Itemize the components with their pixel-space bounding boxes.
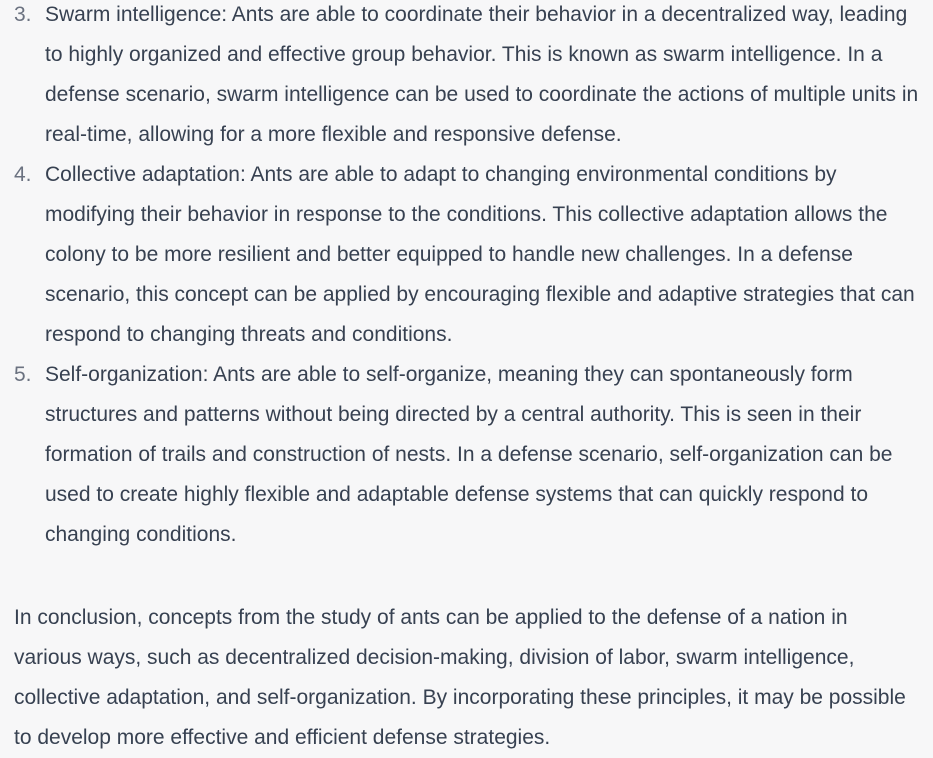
list-item-number: 5.: [14, 363, 32, 386]
numbered-list: [14, 0, 919, 555]
conclusion-paragraph: In conclusion, concepts from the study of ants can be applied to the defense of a nation in various ways, such as decentralized decision-making, division of labor, swarm intelligence, collective adaptation, and self-organization. By incorporating these principles, it may be possible to develop more effective and efficient defense strategies.: [14, 606, 906, 749]
list-item-text: Swarm intelligence: Ants are able to coordinate their behavior in a decentralized way, leading to highly organized and effective group behavior. This is known as swarm intelligence. In a defense scenario, swarm intelligence can be used to coordinate the actions of multiple units in real-time, allowing for a more flexible and responsive defense.: [45, 3, 919, 146]
list-item-text: Self-organization: Ants are able to self-organize, meaning they can spontaneously form structures and patterns without being directed by a central authority. This is seen in their formation of trails and construction of nests. In a defense scenario, self-organization can be used to create highly flexible and adaptable defense systems that can quickly respond to changing conditions.: [45, 363, 893, 546]
list-item: [14, 355, 919, 555]
list-item: [14, 155, 919, 355]
list-item-text: Collective adaptation: Ants are able to adapt to changing environmental conditions by modifying their behavior in response to the conditions. This collective adaptation allows the colony to be more resilient and better equipped to handle new challenges. In a defense scenario, this concept can be applied by encouraging flexible and adaptive strategies that can respond to changing threats and conditions.: [45, 163, 915, 346]
list-item-number: 3.: [14, 3, 32, 26]
list-item: [14, 0, 919, 155]
list-item-number: 4.: [14, 163, 32, 186]
